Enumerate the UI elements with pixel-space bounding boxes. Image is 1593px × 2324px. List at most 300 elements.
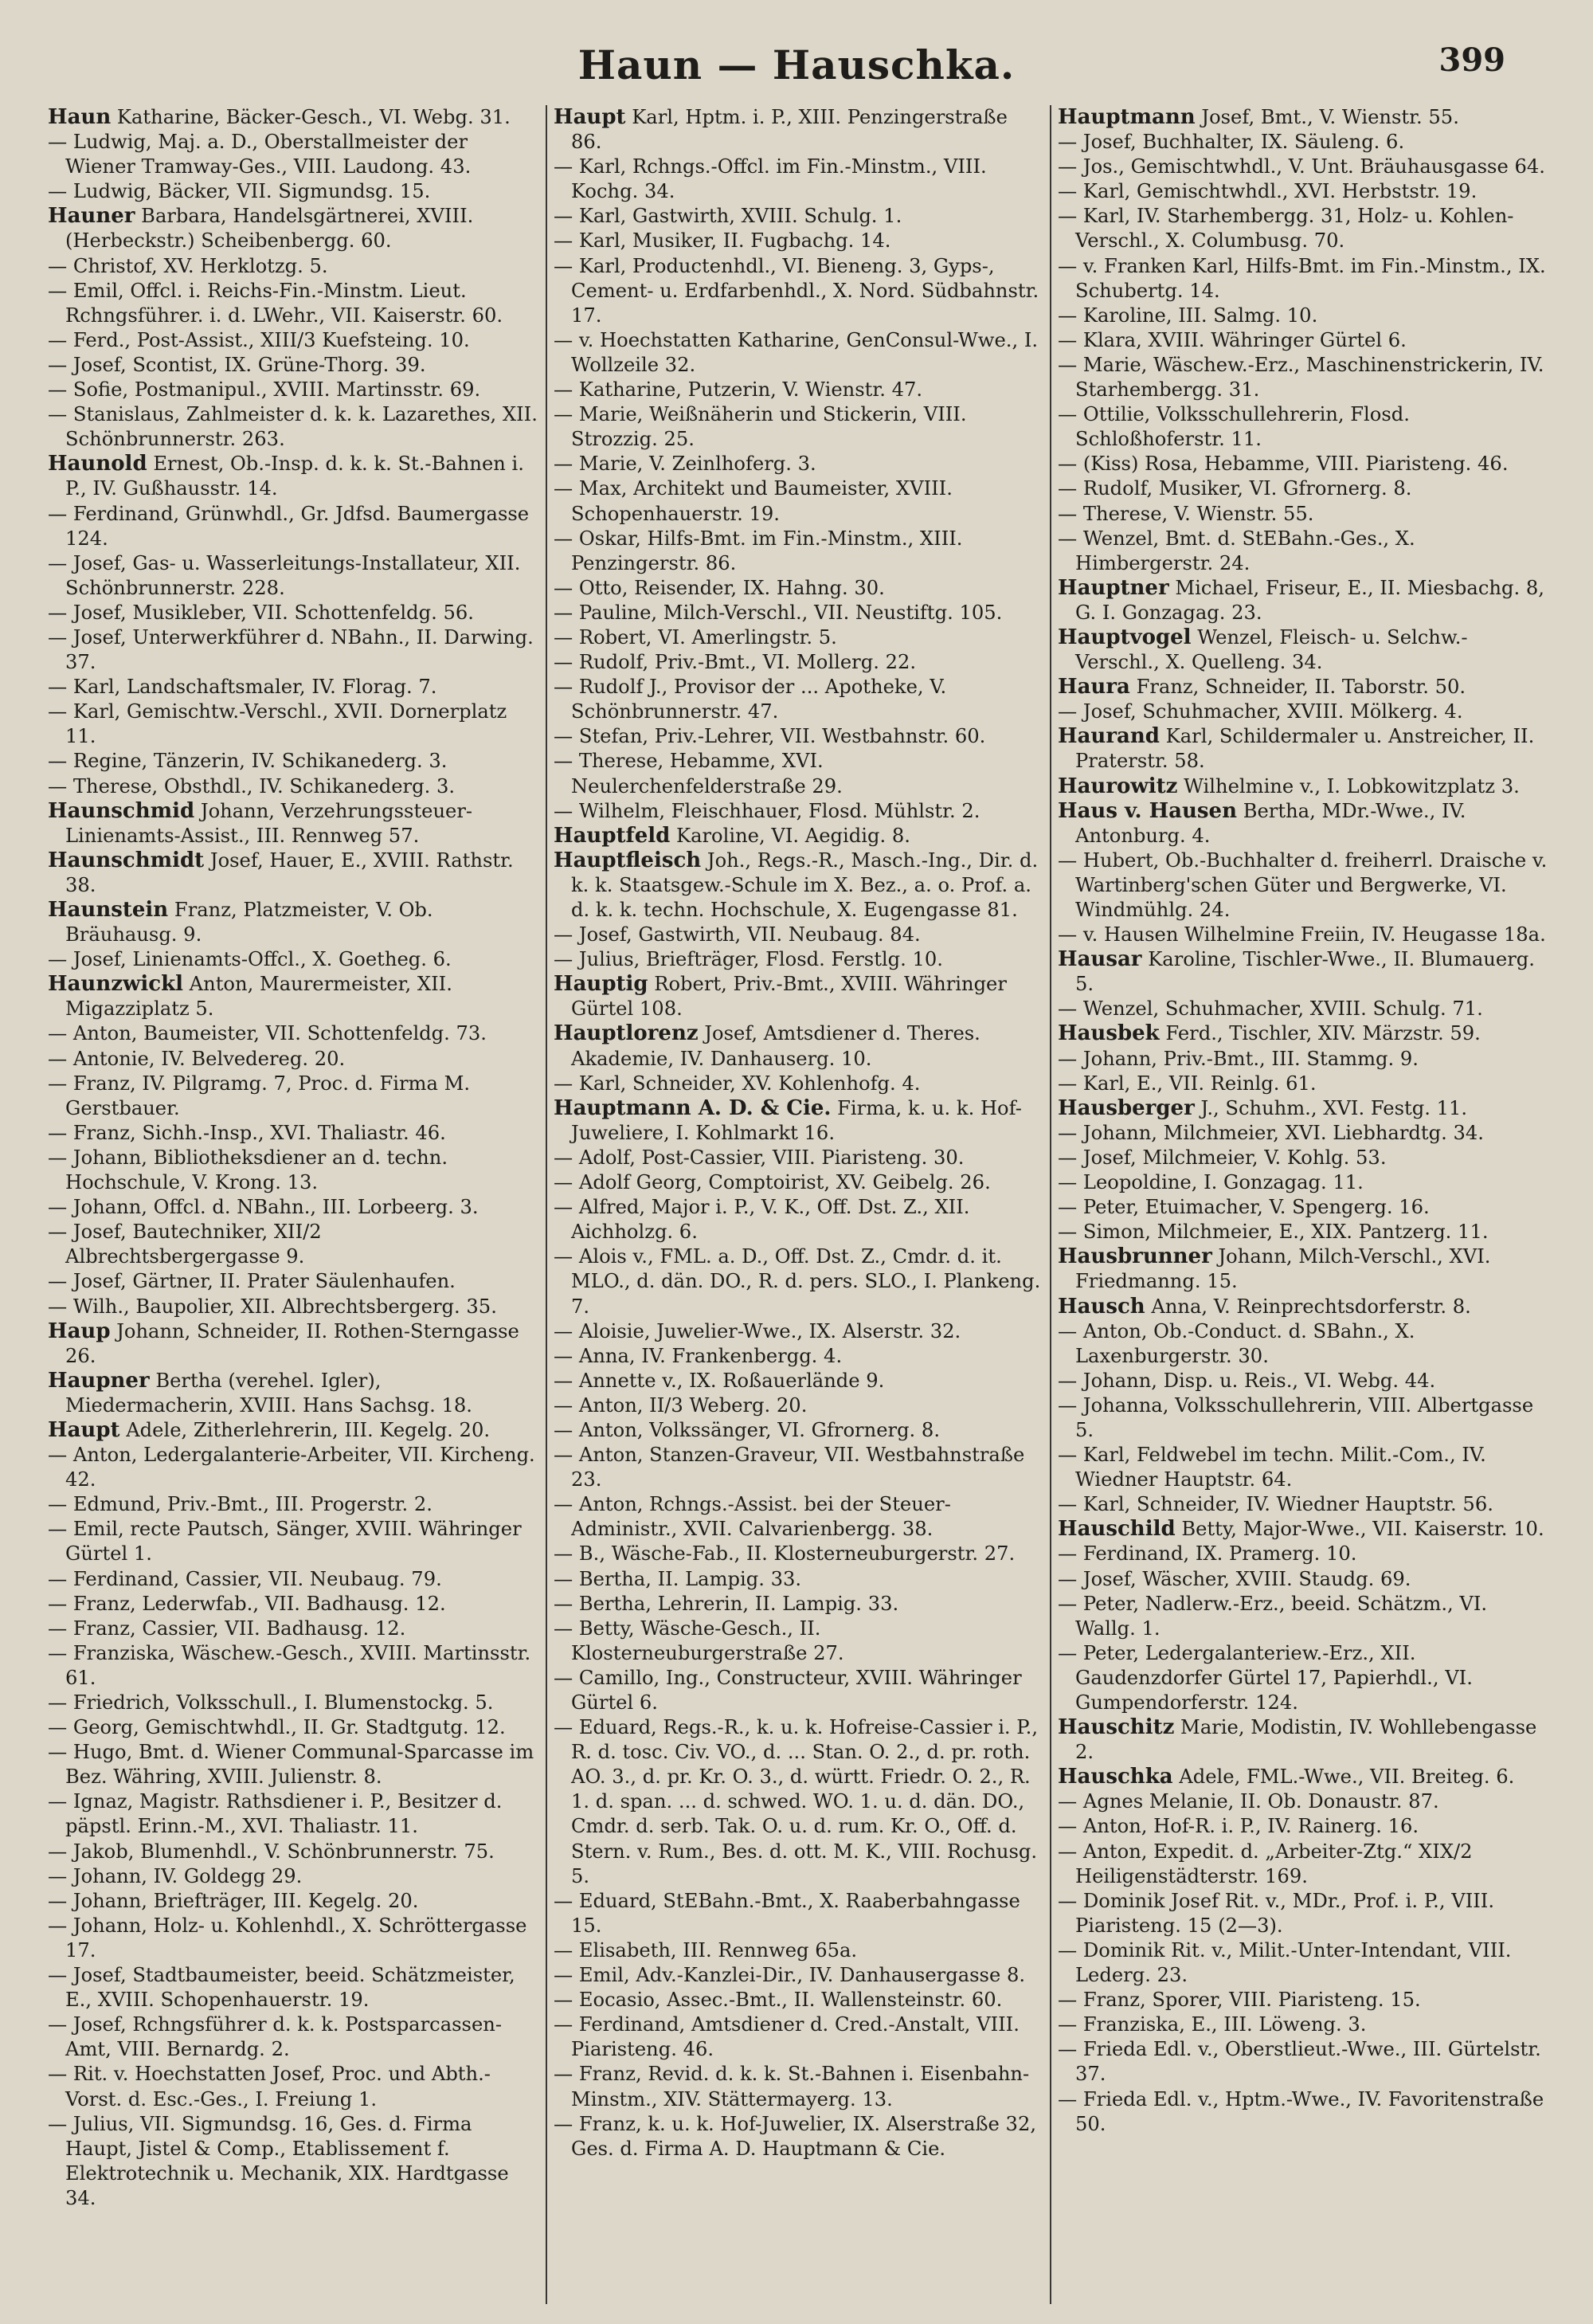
entry-surname: Hausbrunner — [1058, 1244, 1212, 1269]
entry-details: — B., Wäsche-Fab., II. Klosterneuburgerstr. 27. — [554, 1542, 1016, 1566]
directory-entry — [1058, 1369, 1548, 1393]
entry-details: — Adolf, Post-Cassier, VIII. Piaristeng. 30. — [554, 1146, 965, 1169]
entry-details: — v. Hausen Wilhelmine Freiin, IV. Heugasse 18a. — [1058, 923, 1546, 946]
entry-details: — Johann, Disp. u. Reis., VI. Webg. 44. — [1058, 1369, 1436, 1392]
entry-details: — Ludwig, Bäcker, VII. Sigmundsg. 15. — [48, 180, 431, 203]
entry-details: — Frieda Edl. v., Hptm.-Wwe., IV. Favoritenstraße 50. — [1058, 2087, 1544, 2135]
entry-details: — Ignaz, Magistr. Rathsdiener i. P., Besitzer d. päpstl. Erinn.-M., XVI. Thaliastr. 11. — [48, 1790, 503, 1838]
entry-details: Josef, Bmt., V. Wienstr. 55. — [1201, 106, 1459, 128]
directory-entry — [554, 1938, 1043, 1963]
directory-entry — [48, 378, 539, 402]
entry-details: — Karl, Rchngs.-Offcl. im Fin.-Minstm., VIII. Kochg. 34. — [554, 155, 987, 203]
directory-entry — [1058, 1814, 1548, 1839]
entry-details: Barbara, Handelsgärtnerei, XVIII. (Herbeckstr.) Scheibenbergg. 60. — [65, 205, 474, 253]
entry-details: Bertha (verehel. Igler), Miedermacherin, XVIII. Hans Sachsg. 18. — [65, 1369, 472, 1417]
entry-surname: Hauschild — [1058, 1517, 1176, 1542]
directory-entry — [554, 650, 1043, 675]
directory-entry — [48, 1963, 539, 2012]
entry-details: — Josef, Linienamts-Offcl., X. Goetheg. 6. — [48, 948, 452, 971]
entry-details: — Johann, Offcl. d. NBahn., III. Lorbeerg. 3. — [48, 1196, 479, 1219]
directory-entry — [48, 1517, 539, 1566]
entry-details: Karoline, VI. Aegidig. 8. — [676, 824, 910, 847]
directory-entry — [1058, 1244, 1548, 1294]
entry-details: Franz, Schneider, II. Taborstr. 50. — [1136, 676, 1466, 699]
entry-details: — Johann, IV. Goldegg 29. — [48, 1864, 303, 1887]
entry-details: Michael, Friseur, E., II. Miesbachg. 8, G. I. Gonzagag. 23. — [1075, 576, 1544, 624]
directory-entry — [48, 1021, 539, 1046]
directory-entry — [554, 527, 1043, 576]
directory-entry — [554, 2012, 1043, 2062]
entry-surname: Hauschitz — [1058, 1715, 1175, 1740]
entry-details: — Annette v., IX. Roßauerlände 9. — [554, 1369, 885, 1392]
entry-details: — Franz, Lederwfab., VII. Badhausg. 12. — [48, 1592, 446, 1615]
directory-entry — [48, 1617, 539, 1641]
entry-surname: Haun — [48, 105, 112, 129]
entry-details: — Ferdinand, IX. Pramerg. 10. — [1058, 1542, 1357, 1566]
entry-surname: Haupt — [48, 1417, 120, 1442]
entry-details: — Johann, Holz- u. Kohlenhdl., X. Schröttergasse 17. — [48, 1914, 527, 1961]
entry-surname: Haurowitz — [1058, 774, 1178, 798]
entry-details: Adele, FML.-Wwe., VII. Breiteg. 6. — [1179, 1766, 1515, 1789]
entry-details: — Wenzel, Bmt. d. StEBahn.-Ges., X. Himbergerstr. 24. — [1058, 527, 1415, 574]
directory-entry — [48, 452, 539, 501]
entry-details: — Eduard, StEBahn.-Bmt., X. Raaberbahngasse 15. — [554, 1889, 1020, 1937]
entry-details: — Marie, Wäschew.-Erz., Maschinenstrickerin, IV. Starhembergg. 31. — [1058, 353, 1544, 402]
entry-details: — Wenzel, Schuhmacher, XVIII. Schulg. 71. — [1058, 997, 1483, 1021]
directory-entry — [1058, 1170, 1548, 1195]
entry-details: — Emil, Adv.-Kanzlei-Dir., IV. Danhausergasse 8. — [554, 1964, 1026, 1987]
directory-entry — [48, 749, 539, 774]
entry-details: — Rudolf, Musiker, VI. Gfrornerg. 8. — [1058, 477, 1412, 500]
directory-entry — [1058, 1072, 1548, 1096]
directory-entry — [554, 675, 1043, 724]
entry-details: — Adolf Georg, Comptoirist, XV. Geibelg. 26. — [554, 1171, 991, 1194]
directory-entry — [1058, 155, 1548, 179]
directory-entry — [554, 1021, 1043, 1071]
entry-details: — Josef, Musikleber, VII. Schottenfeldg. 56. — [48, 601, 474, 624]
directory-entry — [48, 1121, 539, 1146]
entry-surname: Hausbek — [1058, 1021, 1160, 1046]
entry-details: — Karl, Gastwirth, XVIII. Schulg. 1. — [554, 205, 902, 228]
entry-details: — Betty, Wäsche-Gesch., II. Klosterneuburgerstraße 27. — [554, 1617, 844, 1664]
entry-details: — Josef, Bautechniker, XII/2 Albrechtsbergergasse 9. — [48, 1221, 322, 1268]
directory-entry — [554, 625, 1043, 650]
entry-details: — Stanislaus, Zahlmeister d. k. k. Lazarethes, XII. Schönbrunnerstr. 263. — [48, 403, 538, 451]
entry-details: — Karl, Schneider, IV. Wiedner Hauptstr. 56. — [1058, 1493, 1493, 1516]
directory-entry — [48, 1295, 539, 1319]
directory-entry — [1058, 576, 1548, 625]
entry-details: Karl, Schildermaler u. Anstreicher, II. Praterstr. 58. — [1075, 725, 1535, 773]
directory-entry — [554, 576, 1043, 601]
entry-details: — Franziska, E., III. Löweng. 3. — [1058, 2013, 1367, 2036]
directory-entry — [554, 2112, 1043, 2161]
column-3 — [1050, 105, 1554, 2304]
entry-details: Katharine, Bäcker-Gesch., VI. Webg. 31. — [116, 106, 511, 128]
entry-details: — Anton, Ledergalanterie-Arbeiter, VII. Kircheng. 42. — [48, 1444, 535, 1491]
directory-entry — [48, 1492, 539, 1517]
entry-details: Betty, Major-Wwe., VII. Kaiserstr. 10. — [1181, 1518, 1544, 1541]
entry-surname: Haus v. Hausen — [1058, 798, 1237, 823]
directory-entry — [48, 1914, 539, 1963]
entry-details: — Franz, Sporer, VIII. Piaristeng. 15. — [1058, 1989, 1421, 2012]
directory-entry — [48, 254, 539, 279]
entry-details: — Leopoldine, I. Gonzagag. 11. — [1058, 1171, 1364, 1194]
directory-entry — [554, 972, 1043, 1021]
entry-surname: Haunschmid — [48, 798, 195, 823]
entry-details: — Bertha, II. Lampig. 33. — [554, 1567, 802, 1590]
directory-entry — [554, 749, 1043, 798]
entry-details: — Anna, IV. Frankenbergg. 4. — [554, 1344, 843, 1367]
entry-details: — Karl, Productenhdl., VI. Bieneng. 3, Gyps-, Cement- u. Erdfarbenhdl., X. Nord. Südbahnstr. 17. — [554, 254, 1039, 327]
entry-details: — Johann, Briefträger, III. Kegelg. 20. — [48, 1889, 419, 1912]
directory-entry — [554, 1666, 1043, 1715]
entry-details: — Karoline, III. Salmg. 10. — [1058, 304, 1318, 327]
entry-details: — Peter, Ledergalanteriew.-Erz., XII. Gaudenzdorfer Gürtel 17, Papierhdl., VI. Gumpendorferstr. 124. — [1058, 1641, 1473, 1714]
entry-details: — Edmund, Priv.-Bmt., III. Progerstr. 2. — [48, 1493, 432, 1516]
directory-entry — [554, 1418, 1043, 1443]
directory-entry — [48, 328, 539, 353]
directory-entry — [1058, 1789, 1548, 1814]
entry-details: Johann, Schneider, II. Rothen-Sterngasse 26. — [65, 1319, 519, 1367]
directory-entry — [1058, 1393, 1548, 1443]
entry-details: — Otto, Reisender, IX. Hahng. 30. — [554, 576, 885, 599]
directory-entry — [554, 799, 1043, 824]
directory-entry — [1058, 1765, 1548, 1789]
directory-entry — [554, 824, 1043, 848]
entry-details: — Simon, Milchmeier, E., XIX. Pantzerg. 11. — [1058, 1221, 1489, 1244]
entry-details: — Bertha, Lehrerin, II. Lampig. 33. — [554, 1592, 899, 1615]
entry-details: — Karl, Gemischtwhdl., XVI. Herbststr. 19. — [1058, 180, 1478, 203]
entry-details: Karoline, Tischler-Wwe., II. Blumauerg. 5. — [1075, 948, 1535, 996]
directory-entry — [554, 1344, 1043, 1369]
directory-entry — [48, 898, 539, 947]
directory-entry — [1058, 1295, 1548, 1319]
directory-entry — [1058, 1443, 1548, 1492]
entry-details: — Karl, E., VII. Reinlg. 61. — [1058, 1072, 1317, 1095]
entry-surname: Hauner — [48, 204, 135, 229]
entry-details: — Peter, Nadlerw.-Erz., beeid. Schätzm., VI. Wallg. 1. — [1058, 1592, 1488, 1640]
directory-entry — [1058, 2087, 1548, 2137]
directory-entry — [554, 1542, 1043, 1566]
entry-details: — Antonie, IV. Belvedereg. 20. — [48, 1047, 346, 1070]
directory-entry — [1058, 1121, 1548, 1146]
directory-entry — [48, 1641, 539, 1691]
directory-entry — [554, 1715, 1043, 1889]
directory-entry — [554, 1617, 1043, 1666]
entry-details: — Franz, k. u. k. Hof-Juwelier, IX. Alserstraße 32, Ges. d. Firma A. D. Hauptmann & Cie. — [554, 2112, 1037, 2160]
entry-details: — Johanna, Volksschullehrerin, VIII. Albertgasse 5. — [1058, 1393, 1534, 1441]
directory-entry — [1058, 1889, 1548, 1938]
entry-surname: Haura — [1058, 675, 1130, 700]
entry-details: — Dominik Rit. v., Milit.-Unter-Intendant, VIII. Lederg. 23. — [1058, 1938, 1512, 1987]
entry-details: — Anton, Hof-R. i. P., IV. Rainerg. 16. — [1058, 1815, 1419, 1838]
entry-details: — Anton, Rchngs.-Assist. bei der Steuer-Administr., XVII. Calvarienbergg. 38. — [554, 1493, 951, 1541]
directory-entry — [554, 105, 1043, 155]
directory-entry — [554, 1244, 1043, 1319]
directory-entry — [1058, 724, 1548, 774]
directory-entry — [1058, 1492, 1548, 1517]
entry-details: Josef, Hauer, E., XVIII. Rathstr. 38. — [65, 848, 514, 896]
entry-details: — Regine, Tänzerin, IV. Schikanederg. 3. — [48, 750, 448, 773]
directory-entry — [48, 1369, 539, 1418]
entry-details: — Elisabeth, III. Rennweg 65a. — [554, 1938, 858, 1961]
directory-entry — [48, 1740, 539, 1789]
directory-entry — [554, 1170, 1043, 1195]
entry-details: Joh., Regs.-R., Masch.-Ing., Dir. d. k. k. Staatsgew.-Schule im X. Bez., a. o. Prof. a. d. k. k. techn. Hochschule, X. Eugengasse 81. — [571, 848, 1039, 921]
entry-details: — Josef, Gärtner, II. Prater Säulenhaufen. — [48, 1270, 456, 1293]
directory-entry — [1058, 1319, 1548, 1369]
directory-entry — [48, 1864, 539, 1889]
directory-entry — [48, 179, 539, 204]
entry-details: Firma, k. u. k. Hof-Juweliere, I. Kohlmarkt 16. — [571, 1096, 1022, 1144]
directory-entry — [1058, 328, 1548, 353]
entry-surname: Hauptlorenz — [554, 1021, 699, 1046]
entry-details: — Josef, Schuhmacher, XVIII. Mölkerg. 4. — [1058, 700, 1463, 723]
entry-details: — Anton, Volkssänger, VI. Gfrornerg. 8. — [554, 1418, 941, 1441]
page-header — [32, 41, 1561, 105]
entry-details: — Ludwig, Maj. a. D., Oberstallmeister der Wiener Tramway-Ges., VIII. Laudong. 43. — [48, 131, 472, 178]
directory-entry — [554, 452, 1043, 476]
entry-details: — Rit. v. Hoechstatten Josef, Proc. und Abth.-Vorst. d. Esc.-Ges., I. Freiung 1. — [48, 2063, 491, 2110]
directory-entry — [554, 1393, 1043, 1418]
entry-surname: Haunold — [48, 452, 147, 476]
directory-entry — [48, 1269, 539, 1294]
entry-details: — Aloisie, Juwelier-Wwe., IX. Alserstr. 32. — [554, 1319, 961, 1342]
entry-details: — Emil, Offcl. i. Reichs-Fin.-Minstm. Lieut. Rchngsführer. i. d. LWehr., VII. Kaiserstr. 60. — [48, 279, 503, 327]
directory-entry — [1058, 947, 1548, 997]
entry-details: — v. Hoechstatten Katharine, GenConsul-Wwe., I. Wollzeile 32. — [554, 328, 1039, 376]
entry-details: — Karl, Gemischtw.-Verschl., XVII. Dornerplatz 11. — [48, 700, 507, 748]
column-2 — [546, 105, 1050, 2304]
entry-details: — Sofie, Postmanipul., XVIII. Martinsstr. 69. — [48, 378, 481, 402]
directory-entry — [48, 848, 539, 898]
entry-surname: Hauptvogel — [1058, 625, 1192, 649]
entry-details: — Josef, Rchngsführer d. k. k. Postsparcassen-Amt, VIII. Bernardg. 2. — [48, 2013, 503, 2061]
entry-surname: Haupt — [554, 105, 626, 129]
entry-details: — Eduard, Regs.-R., k. u. k. Hofreise-Cassier i. P., R. d. tosc. Civ. VO., d. ... Stan. O. 2., d. pr. roth. AO. 3., d. pr. Kr. O. 3., d. württ. Friedr. O. 2., R. 1. d. span. ... d. schwed. WO. 1. u. d. dän. DO., Cmdr. d. serb. Tak. O. u. d. rum. Kr. O., Off. d. Stern. v. Rum., Bes. d. ott. M. K., VIII. Rochusg. 5. — [554, 1716, 1039, 1887]
directory-entry — [554, 378, 1043, 402]
directory-entry — [1058, 105, 1548, 130]
entry-details: — Franziska, Wäschew.-Gesch., XVIII. Martinsstr. 61. — [48, 1641, 531, 1689]
entry-details: — Alois v., FML. a. D., Off. Dst. Z., Cmdr. d. it. MLO., d. dän. DO., R. d. pers. SLO., I. Plankeng. 7. — [554, 1245, 1041, 1318]
entry-details: — Karl, Feldwebel im techn. Milit.-Com., IV. Wiedner Hauptstr. 64. — [1058, 1444, 1486, 1491]
entry-surname: Hausar — [1058, 947, 1142, 972]
entry-details: — Emil, recte Pautsch, Sänger, XVIII. Währinger Gürtel 1. — [48, 1518, 522, 1566]
entry-details: — Anton, Ob.-Conduct. d. SBahn., X. Laxenburgerstr. 30. — [1058, 1319, 1415, 1367]
directory-entry — [554, 1146, 1043, 1170]
directory-entry — [554, 1072, 1043, 1096]
entry-details: Johann, Verzehrungssteuer-Linienamts-Assist., III. Rennweg 57. — [65, 799, 473, 847]
directory-entry — [1058, 476, 1548, 501]
directory-entry — [48, 502, 539, 551]
entry-details: — Therese, V. Wienstr. 55. — [1058, 502, 1314, 525]
directory-entry — [1058, 1567, 1548, 1592]
directory-entry — [554, 1369, 1043, 1393]
directory-entry — [1058, 1542, 1548, 1566]
directory-entry — [48, 1592, 539, 1617]
entry-details: — Hubert, Ob.-Buchhalter d. freiherrl. Draische v. Wartinberg'schen Güter und Bergwerke, VI. Windmühlg. 24. — [1058, 848, 1548, 921]
entry-details: — Hugo, Bmt. d. Wiener Communal-Sparcasse im Bez. Währing, XVIII. Julienstr. 8. — [48, 1741, 534, 1789]
directory-entry — [1058, 2012, 1548, 2037]
columns — [41, 105, 1555, 2304]
entry-details: — Johann, Milchmeier, XVI. Liebhardtg. 34. — [1058, 1121, 1484, 1144]
entry-surname: Haunstein — [48, 898, 169, 922]
directory-entry — [48, 2012, 539, 2062]
directory-entry — [48, 675, 539, 700]
entry-details: — Rudolf, Priv.-Bmt., VI. Mollerg. 22. — [554, 651, 917, 674]
entry-details: — Josef, Milchmeier, V. Kohlg. 53. — [1058, 1146, 1387, 1169]
entry-details: Wenzel, Fleisch- u. Selchw.-Verschl., X. Quelleng. 34. — [1075, 625, 1468, 674]
directory-entry — [48, 1715, 539, 1740]
directory-entry — [554, 229, 1043, 253]
directory-entry — [48, 353, 539, 378]
entry-surname: Hauschka — [1058, 1765, 1173, 1789]
entry-surname: Haunzwickl — [48, 972, 183, 997]
entry-surname: Hauptfeld — [554, 823, 671, 848]
entry-details: — (Kiss) Rosa, Hebamme, VIII. Piaristeng. 46. — [1058, 453, 1509, 476]
directory-entry — [48, 279, 539, 328]
directory-entry — [48, 625, 539, 675]
entry-details: — Katharine, Putzerin, V. Wienstr. 47. — [554, 378, 923, 402]
entry-details: — Anton, II/3 Weberg. 20. — [554, 1393, 808, 1417]
directory-entry — [1058, 1146, 1548, 1170]
entry-details: — Marie, V. Zeinlhoferg. 3. — [554, 453, 816, 476]
directory-entry — [48, 105, 539, 130]
directory-entry — [554, 1567, 1043, 1592]
entry-details: — Therese, Hebamme, XVI. Neulerchenfelderstraße 29. — [554, 750, 843, 798]
directory-entry — [1058, 848, 1548, 923]
directory-entry — [1058, 1715, 1548, 1765]
entry-surname: Hausberger — [1058, 1095, 1195, 1120]
entry-details: — Julius, Briefträger, Flosd. Ferstlg. 10. — [554, 948, 943, 971]
entry-details: — Karl, Musiker, II. Fugbachg. 14. — [554, 229, 891, 253]
entry-details: — Jos., Gemischtwhdl., V. Unt. Bräuhausgasse 64. — [1058, 155, 1545, 178]
directory-entry — [48, 2062, 539, 2111]
page-title: Haun — Hauschka. — [577, 41, 1016, 88]
directory-entry — [1058, 304, 1548, 328]
entry-details: Bertha, MDr.-Wwe., IV. Antonburg. 4. — [1075, 799, 1466, 847]
directory-entry — [48, 551, 539, 601]
directory-entry — [48, 1072, 539, 1121]
entry-details: — Anton, Expedit. d. „Arbeiter-Ztg.“ XIX/2 Heiligenstädterstr. 169. — [1058, 1840, 1473, 1887]
directory-entry — [48, 700, 539, 749]
directory-entry — [1058, 675, 1548, 700]
directory-entry — [1058, 130, 1548, 155]
directory-entry — [48, 972, 539, 1021]
entry-details: — Julius, VII. Sigmundsg. 16, Ges. d. Firma Haupt, Jistel & Comp., Etablissement f. Elektrotechnik u. Mechanik, XIX. Hardtgasse 34. — [48, 2112, 509, 2209]
directory-entry — [554, 1319, 1043, 1344]
entry-details: — Ottilie, Volksschullehrerin, Flosd. Schloßhoferstr. 11. — [1058, 403, 1410, 451]
entry-surname: Haurand — [1058, 724, 1160, 749]
directory-entry — [48, 1567, 539, 1592]
directory-entry — [1058, 1641, 1548, 1715]
entry-details: Wilhelmine v., I. Lobkowitzplatz 3. — [1184, 774, 1520, 798]
entry-details: — Agnes Melanie, II. Ob. Donaustr. 87. — [1058, 1790, 1439, 1813]
entry-details: — Oskar, Hilfs-Bmt. im Fin.-Minstm., XIII. Penzingerstr. 86. — [554, 527, 963, 574]
entry-details: Ferd., Tischler, XIV. Märzstr. 59. — [1165, 1022, 1481, 1045]
directory-entry — [554, 402, 1043, 452]
entry-surname: Haunschmidt — [48, 848, 205, 872]
entry-details: — Johann, Bibliotheksdiener an d. techn. Hochschule, V. Krong. 13. — [48, 1146, 448, 1194]
entry-details: — Georg, Gemischtwhdl., II. Gr. Stadtgutg. 12. — [48, 1716, 506, 1739]
directory-entry — [48, 1889, 539, 1914]
directory-entry — [1058, 1840, 1548, 1889]
entry-details: — Josef, Unterwerkführer d. NBahn., II. Darwing. 37. — [48, 625, 534, 674]
directory-entry — [48, 1195, 539, 1220]
directory-entry — [1058, 1195, 1548, 1220]
directory-entry — [48, 1840, 539, 1864]
entry-details: J., Schuhm., XVI. Festg. 11. — [1200, 1096, 1468, 1119]
entry-details: Johann, Milch-Verschl., XVI. Friedmanng. 15. — [1075, 1245, 1491, 1293]
entry-surname: Hausch — [1058, 1294, 1145, 1319]
directory-entry — [48, 799, 539, 848]
directory-entry — [48, 1220, 539, 1269]
directory-entry — [1058, 997, 1548, 1021]
entry-details: — Franz, Revid. d. k. k. St.-Bahnen i. Eisenbahn-Minstm., XIV. Stättermayerg. 13. — [554, 2063, 1030, 2110]
directory-entry — [48, 2112, 539, 2211]
entry-details: Josef, Amtsdiener d. Theres. Akademie, IV. Danhauserg. 10. — [571, 1022, 980, 1070]
directory-entry — [48, 1691, 539, 1715]
entry-details: — Anton, Baumeister, VII. Schottenfeldg. 73. — [48, 1022, 487, 1045]
directory-entry — [554, 1988, 1043, 2012]
directory-entry — [554, 1889, 1043, 1938]
entry-details: — Frieda Edl. v., Oberstlieut.-Wwe., III. Gürtelstr. 37. — [1058, 2038, 1541, 2086]
directory-entry — [1058, 527, 1548, 576]
entry-details: Adele, Zitherlehrerin, III. Kegelg. 20. — [126, 1418, 491, 1441]
entry-surname: Haupner — [48, 1368, 150, 1393]
directory-entry — [554, 848, 1043, 923]
entry-details: — Franz, IV. Pilgramg. 7, Proc. d. Firma M. Gerstbauer. — [48, 1072, 471, 1119]
directory-entry — [1058, 799, 1548, 848]
directory-entry — [1058, 179, 1548, 204]
directory-entry — [554, 1195, 1043, 1244]
entry-details: Franz, Platzmeister, V. Ob. Bräuhausg. 9. — [65, 899, 433, 946]
entry-surname: Haup — [48, 1319, 111, 1343]
directory-entry — [48, 1319, 539, 1369]
entry-details: — Peter, Etuimacher, V. Spengerg. 16. — [1058, 1196, 1430, 1219]
directory-entry — [1058, 402, 1548, 452]
entry-details: — Josef, Gas- u. Wasserleitungs-Installateur, XII. Schönbrunnerstr. 228. — [48, 551, 521, 599]
entry-details: — Camillo, Ing., Constructeur, XVIII. Währinger Gürtel 6. — [554, 1666, 1022, 1714]
directory-entry — [554, 254, 1043, 328]
entry-details: — Wilhelm, Fleischhauer, Flosd. Mühlstr. 2. — [554, 799, 980, 822]
entry-details: — Klara, XVIII. Währinger Gürtel 6. — [1058, 328, 1407, 351]
directory-entry — [1058, 204, 1548, 253]
entry-details: — Josef, Buchhalter, IX. Säuleng. 6. — [1058, 131, 1405, 154]
entry-details: Anna, V. Reinprechtsdorferstr. 8. — [1151, 1295, 1471, 1318]
directory-entry — [554, 601, 1043, 625]
entry-details: — Christof, XV. Herklotzg. 5. — [48, 254, 328, 277]
entry-details: — Alfred, Major i. P., V. K., Off. Dst. Z., XII. Aichholzg. 6. — [554, 1196, 970, 1244]
directory-entry — [1058, 625, 1548, 675]
entry-details: Ernest, Ob.-Insp. d. k. k. St.-Bahnen i. P., IV. Gußhausstr. 14. — [65, 453, 524, 500]
directory-entry — [1058, 353, 1548, 402]
directory-entry — [1058, 452, 1548, 476]
entry-details: — Josef, Gastwirth, VII. Neubaug. 84. — [554, 923, 921, 946]
entry-details: Robert, Priv.-Bmt., XVIII. Währinger Gürtel 108. — [571, 973, 1007, 1021]
directory-entry — [554, 1443, 1043, 1492]
directory-entry — [554, 476, 1043, 526]
entry-details: — Rudolf J., Provisor der ... Apotheke, V. Schönbrunnerstr. 47. — [554, 676, 947, 723]
entry-surname: Hauptmann — [1058, 105, 1196, 129]
entry-details: — Franz, Sichh.-Insp., XVI. Thaliastr. 46. — [48, 1121, 446, 1144]
entry-details: — Josef, Wäscher, XVIII. Staudg. 69. — [1058, 1567, 1411, 1590]
entry-details: — Jakob, Blumenhdl., V. Schönbrunnerstr. 75. — [48, 1840, 495, 1863]
entry-surname: Hauptfleisch — [554, 848, 702, 872]
directory-entry — [554, 204, 1043, 229]
directory-entry — [1058, 700, 1548, 724]
entry-details: — Josef, Scontist, IX. Grüne-Thorg. 39. — [48, 353, 426, 376]
